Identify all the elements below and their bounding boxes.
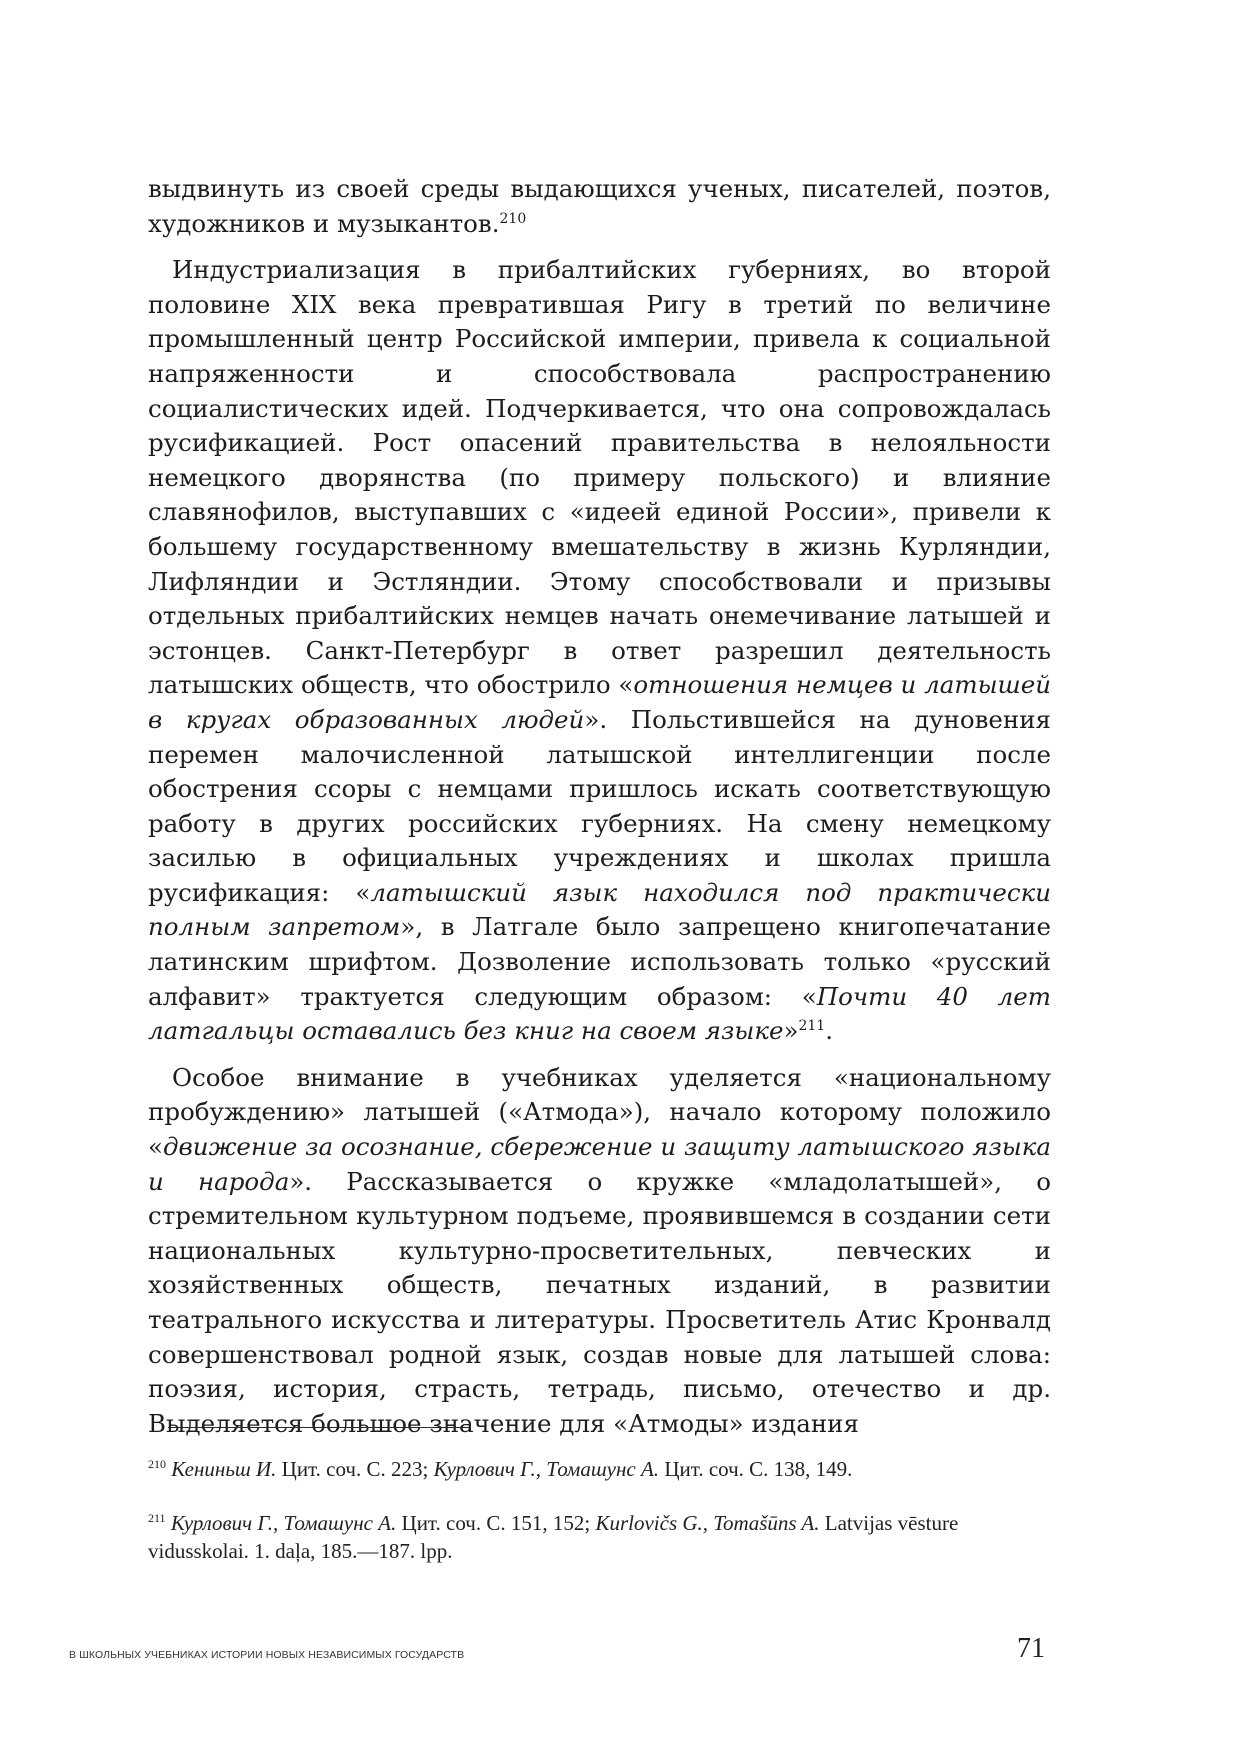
paragraph-2: Индустриализация в прибалтийских губерниях, во второй половине XIX века превратившая Ригу в третий по величине промышленный центр Российской империи, привела к социальной напряженности и способствовала распространению социалистических идей. Подчеркивается, что она сопровождалась русификацией. Рост опасений правительства в нелояльности немецкого дворянства (по примеру польского) и влияние славянофилов, выступавших с «идеей единой России», привели к большему государственному вмешательству в жизнь Курляндии, Лифляндии и Эстляндии. Этому способствовали и призывы отдельных прибалтийских немцев начать онемечивание латышей и эстонцев. Санкт-Петербург в ответ разрешил деятельность латышских обществ, что обострило «отношения немцев и латышей в кругах образованных людей». Польстившейся на дуновения перемен малочисленной латышской интеллигенции после обострения ссоры с немцами пришлось искать соответствующую работу в других российских губерниях. На смену немецкому засилью в официальных учреждениях и школах пришла русификация: «латышский язык находился под практически полным запретом», в Латгале было запрещено книгопечатание латинским шрифтом. Дозволение использовать только «русский алфавит» трактуется следующим образом: «Почти 40 лет латгальцы оставались без книг на своем языке»$^{211}$. [148,255,1052,1046]
paragraph-3: Особое внимание в учебниках уделяется «национальному пробуждению» латышей («Атмода»), начало которому положило «движение за осознание, сбережение и защиту латышского языка и народа». Рассказывается о кружке «младолатышей», о стремительном культурном подъеме, проявившемся в создании сети национальных культурно-просветительных, певческих и хозяйственных обществ, печатных изданий, в развитии театрального искусства и литературы. Просветитель Атис Кронвалд совершенствовал родной язык, создав новые для латышей слова: поэзия, история, страсть, тетрадь, письмо, отечество и др. Выделяется большое значение для «Атмоды» издания [148,1062,1051,1438]
paragraph-1: выдвинуть из своей среды выдающихся ученых, писателей, поэтов, художников и музыкантов.$^{210}$ [148,174,1051,238]
quote-italic: латышский язык находился под практически полным запретом [148,877,1051,942]
quote-italic: движение за осознание, сбережение и защиту латышского языка и народа [148,1132,1051,1196]
footnote-211: $^{211}$ Курлович Г., Томашунс А. Цит. соч. С. 151, 152; Kurlovičs G., Tomašūns A. Latvijas vēsture vidusskolai. 1. daļa, 185.—187. lpp. [148,1511,959,1563]
footnote-210: $^{210}$ Кениньш И. Цит. соч. С. 223; Курлович Г., Томашунс А. Цит. соч. С. 138, 149. [148,1457,853,1481]
main-text [148,172,1051,1453]
footnote-ref-210[interactable]: 210 [499,210,527,227]
quote-italic: Почти 40 лет латгальцы оставались без книг на своем языке [148,981,1051,1046]
footnotes [148,1455,998,1591]
running-footer-title: В ШКОЛЬНЫХ УЧЕБНИКАХ ИСТОРИИ НОВЫХ НЕЗАВИСИМЫХ ГОСУДАРСТВ [69,1649,465,1661]
footnote-ref-211[interactable]: 211 [798,1018,826,1035]
footnote-separator [168,1427,471,1428]
quote-italic: отношения немцев и латышей в кругах образованных людей [148,670,1052,734]
page-number: 71 [1017,1633,1045,1664]
